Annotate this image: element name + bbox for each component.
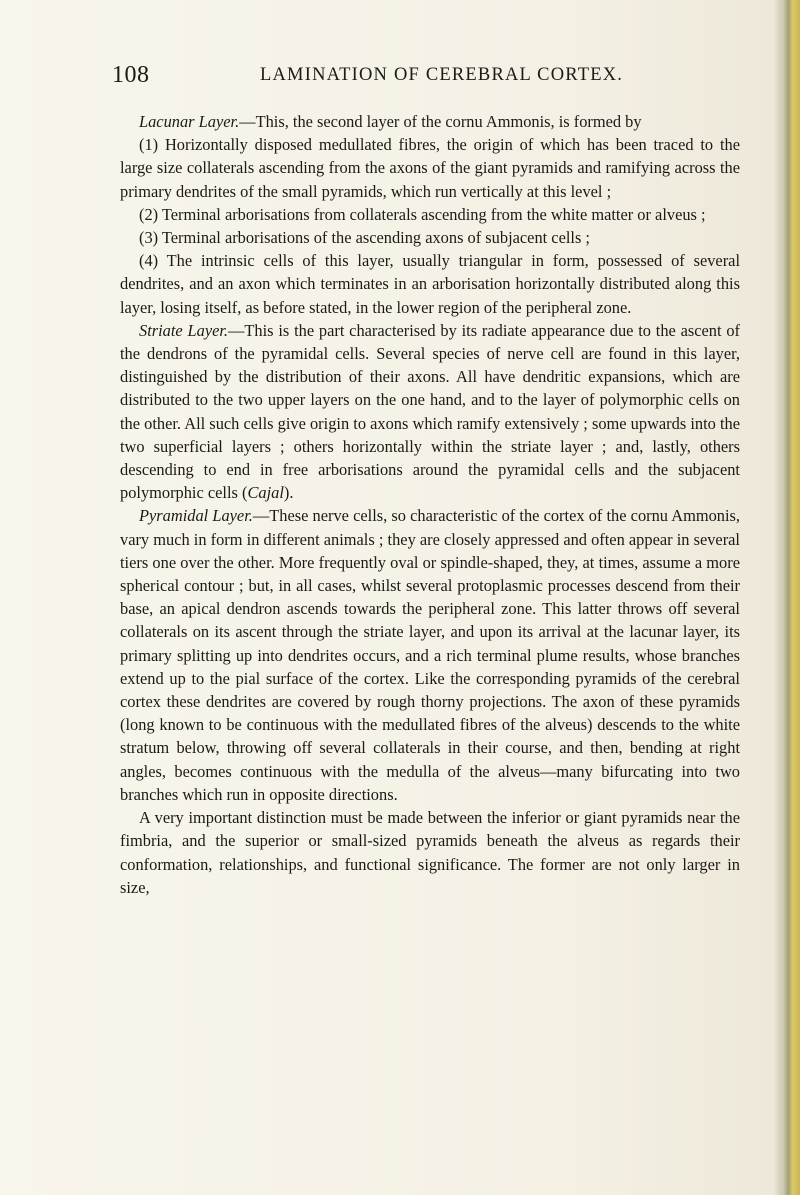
striate-layer-paragraph [120, 319, 740, 505]
body-text [120, 110, 740, 899]
page-edge-shadow [774, 0, 782, 1195]
closing-paragraph: A very important distinction must be made between the inferior or giant pyramids near the fimbria, and the superior or small-sized pyramids beneath the alveus as regards their conformation, relationships, and functional significance. The former are not only larger in size, [120, 808, 740, 897]
pyramidal-layer-paragraph [120, 504, 740, 806]
lacunar-item-3: (3) Terminal arborisations of the ascending axons of subjacent cells ; [139, 228, 590, 248]
lacunar-item-1: (1) Horizontally disposed medullated fibres, the origin of which has been traced to the large size collaterals ascending from the axons of the giant pyramids and ramifying across the primary dendrites of the small pyramids, which run vertically at this level ; [120, 135, 740, 201]
pyramidal-layer-heading: Pyramidal Layer. [139, 506, 253, 526]
striate-layer-heading: Striate Layer. [139, 320, 229, 340]
lacunar-item-4: (4) The intrinsic cells of this layer, usually triangular in form, possessed of several dendrites, and an axon which terminates in an arborisation horizontally distributed along this layer, losing itself, as before stated, in the lower region of the peripheral zone. [120, 251, 740, 317]
lacunar-layer-intro: —This, the second layer of the cornu Ammonis, is formed by [239, 112, 642, 131]
lacunar-layer-heading: Lacunar Layer. [139, 112, 240, 131]
page-number: 108 [112, 62, 150, 88]
citation: Cajal [247, 483, 284, 503]
pyramidal-layer-text: —These nerve cells, so characteristic of the cortex of the cornu Ammonis, vary much in form in different animals ; they are closely appressed and often appear in several tiers one over the other. More frequently oval or spindle-shaped, they, at times, assume a more spherical contour ; but, in all cases, whilst several protoplasmic processes descend from their base, an apical dendron ascends towards the peripheral zone. This latter throws off several collaterals on its ascent through the striate layer, and upon its arrival at the lacunar layer, its primary splitting up into dendrites occurs, and a rich terminal plume results, whose branches extend up to the pial surface of the cortex. Like the corresponding pyramids of the cerebral cortex these dendrites are covered by rough thorny projections. The axon of these pyramids (long known to be continuous with the medullated fibres of the alveus) descends to the white stratum below, throwing off several collaterals in their course, and then, bending at right angles, becomes continuous with the medulla of the alveus—many bifurcating into two branches which run in opposite directions. [120, 506, 740, 804]
striate-layer-text-end: ). [283, 483, 294, 503]
page-edge [782, 0, 800, 1195]
running-head: LAMINATION OF CEREBRAL CORTEX. [260, 65, 624, 85]
page-header [112, 62, 752, 92]
lacunar-item-2: (2) Terminal arborisations from collaterals ascending from the white matter or alveus ; [139, 204, 706, 224]
striate-layer-text: —This is the part characterised by its radiate appearance due to the ascent of the dendrons of the pyramidal cells. Several species of nerve cell are found in this layer, distinguished by the distribution of their axons. All have dendritic expansions, which are distributed to the two upper layers on the one hand, and to the layer of polymorphic cells on the other. All such cells give origin to axons which ramify extensively ; some upwards into the two superficial layers ; others horizontally within the striate layer ; and, lastly, others descending to end in free arborisations around the pyramidal cells and the subjacent polymorphic cells ( [120, 320, 740, 503]
lacunar-layer-paragraph [120, 110, 740, 133]
